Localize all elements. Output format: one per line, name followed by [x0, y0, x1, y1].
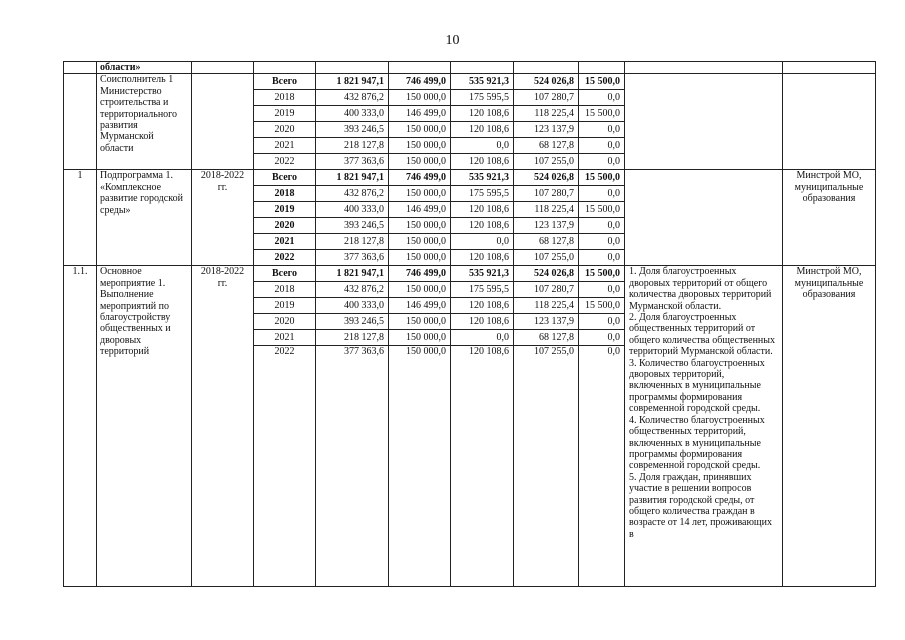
cell-year: 2022 [254, 250, 316, 266]
table-row [64, 74, 876, 90]
cell-v5: 0,0 [579, 122, 625, 138]
cell-v5: 0,0 [579, 90, 625, 106]
cell-v4: 107 280,7 [514, 186, 579, 202]
cell-v4: 524 026,8 [514, 266, 579, 282]
indicator-item: 4. Количество благоустроенных общественных территорий, включенных в муниципальные программы формирования современной городской среды. [629, 414, 765, 472]
cell-year: 2018 [254, 90, 316, 106]
cell-v4: 524 026,8 [514, 74, 579, 90]
cell-v4: 68 127,8 [514, 138, 579, 154]
cell-v2: 146 499,0 [389, 202, 451, 218]
cell-v2: 150 000,0 [389, 234, 451, 250]
cell-v2: 746 499,0 [389, 266, 451, 282]
cell-v4: 123 137,9 [514, 314, 579, 330]
table-row [64, 266, 876, 282]
cell-v4: 123 137,9 [514, 218, 579, 234]
measure-name: Основное мероприятие 1. Выполнение мероприятий по благоустройству общественных и дворовых территорий [97, 266, 192, 587]
cell-v3: 175 595,5 [451, 282, 514, 298]
subprogram-num: 1 [64, 170, 97, 266]
cell-v5: 0,0 [579, 282, 625, 298]
cell-v1: 400 333,0 [316, 298, 389, 314]
cell-v5: 0,0 [579, 234, 625, 250]
cell-v4: 118 225,4 [514, 202, 579, 218]
cell-v3: 120 108,6 [451, 202, 514, 218]
table-row [64, 62, 876, 74]
cell-v5: 0,0 [579, 250, 625, 266]
cell-v3: 120 108,6 [451, 154, 514, 170]
cell-v2: 150 000,0 [389, 314, 451, 330]
cell-v2: 150 000,0 [389, 346, 451, 587]
coexecutor-name: Соисполнитель 1 Министерство строительства и территориального развития Мурманской области [97, 74, 192, 170]
coexecutor-indicators [625, 74, 783, 170]
cell-v3: 120 108,6 [451, 346, 514, 587]
cell-v2: 146 499,0 [389, 298, 451, 314]
cell-v2: 150 000,0 [389, 250, 451, 266]
cell-year: 2019 [254, 298, 316, 314]
cell-year: 2020 [254, 122, 316, 138]
cell-year: 2021 [254, 330, 316, 346]
cell-v1: 1 821 947,1 [316, 74, 389, 90]
cell-year: 2021 [254, 138, 316, 154]
cell-v5: 0,0 [579, 346, 625, 587]
measure-num: 1.1. [64, 266, 97, 587]
cell-v4: 107 280,7 [514, 90, 579, 106]
cell-v3: 0,0 [451, 330, 514, 346]
measure-indicators [625, 266, 783, 587]
cell-v3: 120 108,6 [451, 122, 514, 138]
cell-year: 2019 [254, 202, 316, 218]
coexecutor-executor [783, 74, 876, 170]
cell-v3: 120 108,6 [451, 250, 514, 266]
cell-v2: 150 000,0 [389, 282, 451, 298]
cell-v1: 393 246,5 [316, 218, 389, 234]
cell-v4: 123 137,9 [514, 122, 579, 138]
indicator-item: 1. Доля благоустроенных дворовых территорий от общего количества дворовых территорий Мурманской области. [629, 266, 772, 312]
table-row [64, 170, 876, 186]
coexecutor-num [64, 74, 97, 170]
cell-v4: 68 127,8 [514, 330, 579, 346]
cell-year: 2020 [254, 314, 316, 330]
cell-v4: 118 225,4 [514, 298, 579, 314]
cell-v3: 535 921,3 [451, 74, 514, 90]
cell-v1: 400 333,0 [316, 202, 389, 218]
coexecutor-period [192, 74, 254, 170]
cell-v1: 377 363,6 [316, 250, 389, 266]
cell-v1: 1 821 947,1 [316, 170, 389, 186]
cell-year: 2021 [254, 234, 316, 250]
cell-v2: 150 000,0 [389, 330, 451, 346]
cell-v1: 1 821 947,1 [316, 266, 389, 282]
cell-v5: 15 500,0 [579, 106, 625, 122]
cell-v5: 0,0 [579, 186, 625, 202]
cell-v4: 118 225,4 [514, 106, 579, 122]
cell-year: 2018 [254, 282, 316, 298]
cell-year: 2018 [254, 186, 316, 202]
cell-v3: 0,0 [451, 138, 514, 154]
cell-v4: 524 026,8 [514, 170, 579, 186]
cell-v4: 107 280,7 [514, 282, 579, 298]
cell-v4: 107 255,0 [514, 154, 579, 170]
cell-year: Всего [254, 266, 316, 282]
cell-v5: 0,0 [579, 314, 625, 330]
subprogram-indicators [625, 170, 783, 266]
subprogram-name: Подпрограмма 1. «Комплексное развитие городской среды» [97, 170, 192, 266]
cell-v4: 107 255,0 [514, 346, 579, 587]
cell-v5: 0,0 [579, 138, 625, 154]
cell-v3: 120 108,6 [451, 314, 514, 330]
cell-v1: 432 876,2 [316, 282, 389, 298]
cell-v1: 400 333,0 [316, 106, 389, 122]
cell-v3: 120 108,6 [451, 298, 514, 314]
cell-v5: 15 500,0 [579, 298, 625, 314]
cell-v1: 393 246,5 [316, 314, 389, 330]
cell-v3: 0,0 [451, 234, 514, 250]
cell-year: 2020 [254, 218, 316, 234]
cell-v3: 175 595,5 [451, 90, 514, 106]
cell-year: 2022 [254, 346, 316, 587]
cell-v5: 15 500,0 [579, 74, 625, 90]
cell-v3: 535 921,3 [451, 266, 514, 282]
cell-v1: 218 127,8 [316, 234, 389, 250]
cell-v5: 15 500,0 [579, 202, 625, 218]
cell-v2: 150 000,0 [389, 218, 451, 234]
cell-v5: 0,0 [579, 218, 625, 234]
cell-v3: 535 921,3 [451, 170, 514, 186]
cell-v3: 120 108,6 [451, 218, 514, 234]
cell-v4: 107 255,0 [514, 250, 579, 266]
indicator-item: 3. Количество благоустроенных дворовых территорий, включенных в муниципальные программы формирования современной городской среды. [629, 357, 765, 415]
measure-period: 2018-2022 гг. [192, 266, 254, 587]
cell-v2: 150 000,0 [389, 138, 451, 154]
cell-v5: 0,0 [579, 154, 625, 170]
cell-v3: 175 595,5 [451, 186, 514, 202]
cell-v1: 218 127,8 [316, 330, 389, 346]
cell-v2: 150 000,0 [389, 154, 451, 170]
cell-v1: 377 363,6 [316, 154, 389, 170]
cell-v1: 377 363,6 [316, 346, 389, 587]
cell-year: 2019 [254, 106, 316, 122]
cell-v1: 393 246,5 [316, 122, 389, 138]
indicator-item: 5. Доля граждан, принявших участие в решении вопросов развития городской среды, от общего количества граждан в возрасте от 14 лет, проживающих в [629, 471, 772, 540]
cell-v2: 150 000,0 [389, 90, 451, 106]
table-cell: области» [97, 62, 192, 74]
measure-executor: Минстрой МО, муниципальные образования [783, 266, 876, 587]
cell-year: Всего [254, 74, 316, 90]
cell-v2: 150 000,0 [389, 186, 451, 202]
cell-v1: 218 127,8 [316, 138, 389, 154]
cell-v5: 15 500,0 [579, 170, 625, 186]
cell-v2: 146 499,0 [389, 106, 451, 122]
indicator-item: 2. Доля благоустроенных общественных территорий от общего количества общественных территорий Мурманской области. [629, 312, 776, 358]
cell-v3: 120 108,6 [451, 106, 514, 122]
cell-v5: 15 500,0 [579, 266, 625, 282]
cell-v5: 0,0 [579, 330, 625, 346]
cell-v4: 68 127,8 [514, 234, 579, 250]
page-number: 10 [445, 33, 460, 48]
cell-v1: 432 876,2 [316, 90, 389, 106]
subprogram-executor: Минстрой МО, муниципальные образования [783, 170, 876, 266]
cell-v1: 432 876,2 [316, 186, 389, 202]
cell-year: Всего [254, 170, 316, 186]
program-table [63, 61, 876, 587]
cell-year: 2022 [254, 154, 316, 170]
cell-v2: 746 499,0 [389, 74, 451, 90]
cell-v2: 746 499,0 [389, 170, 451, 186]
subprogram-period: 2018-2022 гг. [192, 170, 254, 266]
cell-v2: 150 000,0 [389, 122, 451, 138]
